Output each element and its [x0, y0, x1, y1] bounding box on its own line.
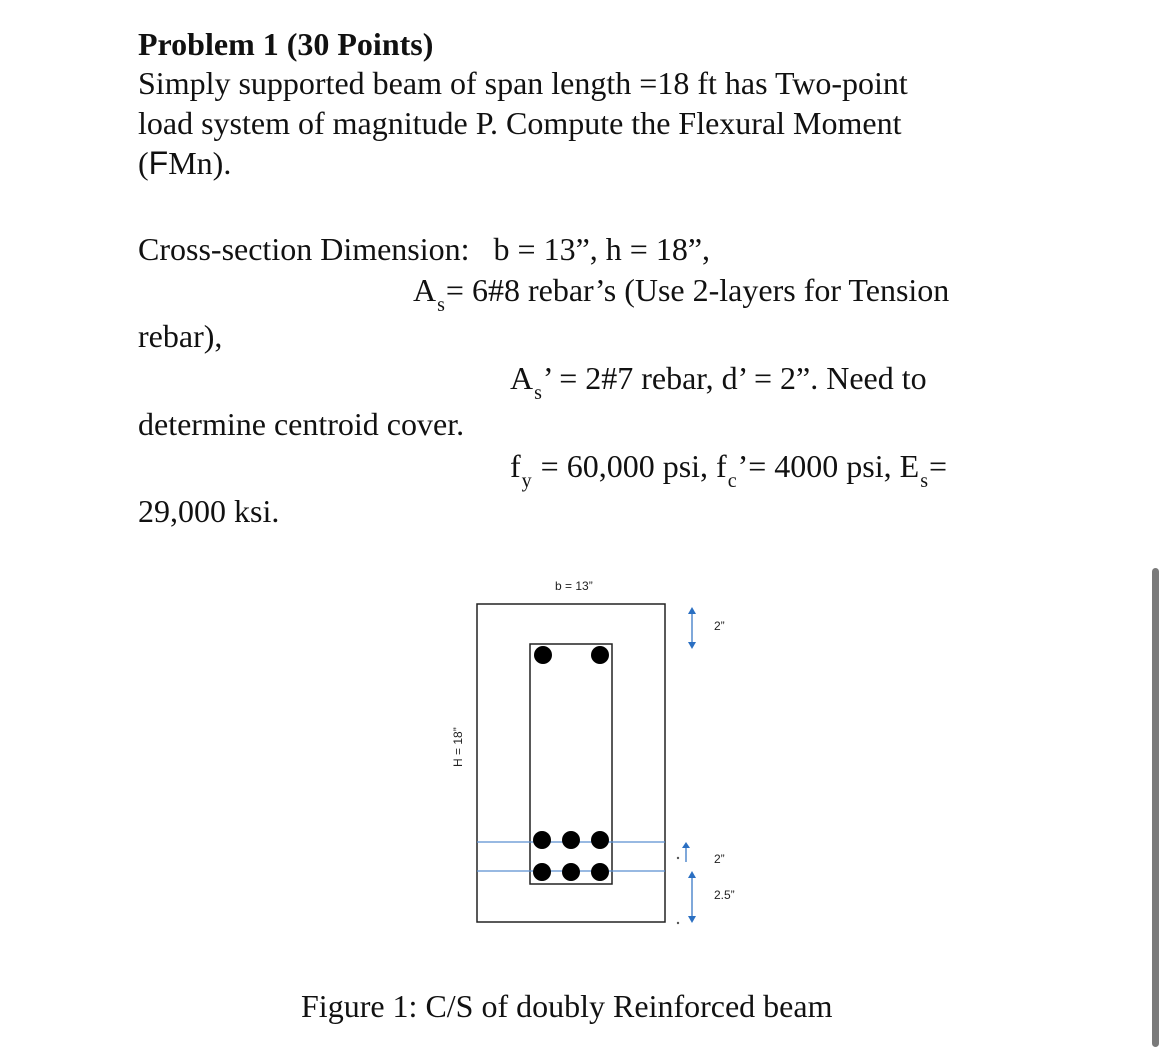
as-subscript: s [437, 294, 445, 316]
asp-text: ’ = 2#7 rebar, d’ = 2”. Need to [542, 360, 927, 396]
layer-spacing-label: 2” [714, 852, 725, 866]
arrow-head-icon [688, 916, 696, 923]
beam-cross-section-figure [420, 572, 780, 942]
width-label: b = 13” [555, 579, 593, 593]
fy-symbol: f [510, 448, 521, 484]
tension-steel-continuation: rebar), [138, 318, 223, 354]
asp-symbol: A [510, 360, 534, 396]
fc-subscript: c [727, 470, 737, 492]
modulus-continuation: 29,000 ksi. [138, 493, 280, 529]
compression-steel-continuation: determine centroid cover. [138, 406, 465, 442]
bottom-cover-label: 2.5” [714, 888, 735, 902]
tension-rebar [562, 863, 580, 881]
phi-symbol: F [148, 145, 169, 181]
es-equals: = [928, 448, 948, 484]
tension-steel-line [413, 270, 949, 315]
vertical-scrollbar[interactable] [1152, 568, 1159, 1047]
problem-line-3 [138, 143, 231, 183]
compression-rebar [591, 646, 609, 664]
problem-line-2: load system of magnitude P. Compute the Flexural Moment [138, 105, 902, 141]
paren-open: ( [138, 145, 149, 181]
compression-steel-line [510, 358, 927, 403]
as-symbol: A [413, 272, 437, 308]
dot-marker [677, 922, 679, 924]
problem-line-1: Simply supported beam of span length =18 ft has Two-point [138, 65, 908, 101]
fy-subscript: y [521, 470, 532, 492]
compression-rebar [534, 646, 552, 664]
fy-text: = 60,000 psi, f [532, 448, 727, 484]
tension-rebar [533, 863, 551, 881]
tension-rebar [591, 831, 609, 849]
top-cover-label: 2” [714, 619, 725, 633]
arrow-head-icon [688, 871, 696, 878]
asp-subscript: s [534, 382, 542, 404]
problem-title: Problem 1 (30 Points) [138, 26, 434, 62]
es-subscript: s [920, 470, 928, 492]
mn-text: Mn). [168, 145, 232, 181]
arrow-head-icon [682, 842, 690, 848]
tension-rebar [562, 831, 580, 849]
dot-marker [677, 857, 679, 859]
arrow-head-icon [688, 607, 696, 614]
height-label: H = 18” [451, 727, 465, 767]
as-text: = 6#8 rebar’s (Use 2-layers for Tension [445, 272, 950, 308]
figure-caption: Figure 1: C/S of doubly Reinforced beam [301, 988, 833, 1024]
tension-rebar [533, 831, 551, 849]
arrow-head-icon [688, 642, 696, 649]
material-properties-line [510, 446, 947, 491]
fc-text: ’= 4000 psi, E [737, 448, 920, 484]
tension-rebar [591, 863, 609, 881]
cross-section-dimension: Cross-section Dimension: b = 13”, h = 18”, [138, 231, 711, 267]
